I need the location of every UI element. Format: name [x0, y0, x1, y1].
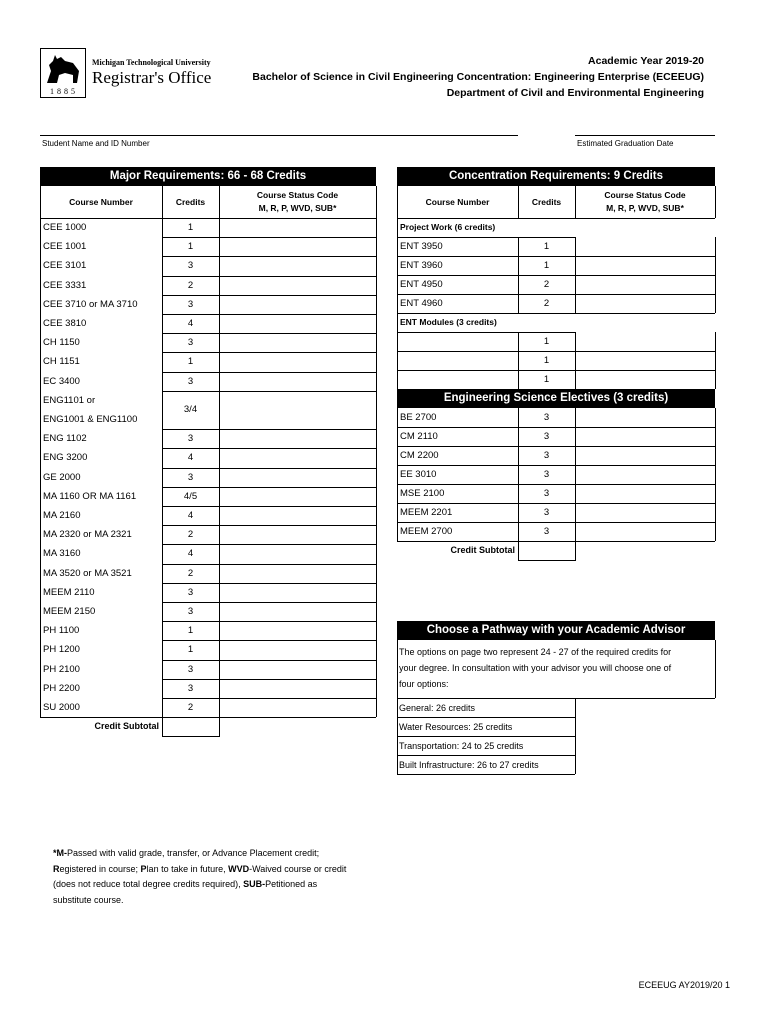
status-code-field[interactable]	[220, 469, 376, 487]
pathway-option: Transportation: 24 to 25 credits	[399, 741, 524, 751]
status-code-field[interactable]	[220, 392, 376, 429]
course-number: PH 1200	[43, 644, 80, 656]
course-credits: 4	[187, 452, 194, 464]
status-code-field[interactable]	[576, 371, 715, 389]
status-code-field[interactable]	[576, 485, 715, 503]
course-credits: 2	[187, 279, 194, 291]
table-rule	[575, 503, 576, 522]
project-work-heading: Project Work (6 credits)	[400, 222, 496, 232]
status-code-field[interactable]	[576, 295, 715, 313]
status-code-field[interactable]	[220, 296, 376, 314]
course-credits: 3	[187, 471, 194, 483]
status-code-field[interactable]	[220, 449, 376, 467]
table-rule	[518, 522, 519, 541]
table-rule	[575, 446, 576, 465]
university-name: Michigan Technological University	[92, 58, 211, 67]
status-code-field[interactable]	[576, 352, 715, 370]
table-rule	[575, 465, 576, 484]
status-code-field[interactable]	[576, 257, 715, 275]
course-credits: 2	[187, 702, 194, 713]
course-credits: 3	[543, 488, 550, 499]
course-number: SU 2000	[43, 702, 80, 713]
course-number: ENG 1102	[43, 433, 87, 445]
course-credits: 3	[543, 507, 550, 518]
status-code-field[interactable]	[220, 353, 376, 371]
course-credits: 3	[543, 469, 550, 480]
course-credits: 3/4	[183, 403, 198, 415]
course-number: ENT 4960	[400, 298, 443, 309]
status-code-field[interactable]	[220, 277, 376, 295]
table-rule	[397, 332, 398, 351]
academic-year: Academic Year 2019-20	[588, 55, 704, 67]
col-header-credits: Credits	[175, 196, 206, 207]
status-code-field[interactable]	[220, 603, 376, 621]
table-rule	[518, 351, 519, 370]
course-credits: 2	[187, 567, 194, 579]
table-rule	[518, 256, 519, 275]
status-code-field[interactable]	[220, 507, 376, 525]
table-rule	[518, 408, 519, 427]
table-rule	[40, 218, 41, 717]
table-rule	[575, 275, 576, 294]
course-credits: 3	[543, 526, 550, 537]
table-rule	[575, 351, 576, 370]
table-rule	[397, 446, 398, 465]
course-number: MEEM 2110	[43, 586, 95, 598]
table-rule	[219, 186, 220, 218]
table-rule	[715, 503, 716, 522]
table-rule	[162, 218, 163, 737]
table-rule	[715, 275, 716, 294]
course-credits: 1	[187, 356, 194, 368]
module-course-field[interactable]	[400, 351, 517, 370]
course-number: CH 1151	[43, 356, 80, 368]
m-code: *M-	[53, 848, 67, 858]
course-number: PH 1100	[43, 625, 80, 637]
course-credits: 2	[543, 298, 550, 309]
table-rule	[575, 370, 576, 389]
pathway-intro-line: your degree. In consultation with your advisor you will choose one of	[399, 663, 672, 673]
status-code-footnote	[53, 846, 353, 908]
sub-text: Petitioned as substitute course.	[53, 879, 318, 905]
table-rule	[397, 275, 398, 294]
table-rule	[518, 237, 519, 256]
course-number: EC 3400	[43, 375, 80, 387]
table-rule	[518, 446, 519, 465]
course-number: PH 2200	[43, 682, 80, 694]
table-rule	[397, 218, 398, 237]
course-number: ENT 4950	[400, 279, 443, 290]
status-code-field[interactable]	[576, 276, 715, 294]
status-code-field[interactable]	[220, 565, 376, 583]
course-number: MEEM 2150	[43, 606, 96, 617]
course-number: CH 1150	[43, 337, 80, 349]
course-number: MEEM 2700	[400, 526, 453, 537]
course-credits: 3	[187, 606, 194, 617]
ent-modules-heading: ENT Modules (3 credits)	[400, 317, 497, 327]
course-number: PH 2100	[43, 663, 80, 675]
m-text: Passed with valid grade, transfer, or Advance Placement credit;	[67, 848, 320, 858]
course-number: MA 3520 or MA 3521	[43, 567, 132, 579]
module-course-field[interactable]	[400, 370, 517, 389]
sub-code: SUB-	[243, 879, 266, 889]
pathway-title: Choose a Pathway with your Academic Advisor	[397, 621, 715, 640]
credit-subtotal-field[interactable]	[519, 541, 575, 560]
course-number: ENG 3200	[43, 452, 88, 464]
table-rule	[518, 503, 519, 522]
table-rule	[397, 698, 398, 774]
table-rule	[397, 774, 575, 775]
table-rule	[575, 541, 576, 560]
col-header-credits: Credits	[531, 196, 562, 207]
status-code-field[interactable]	[576, 409, 715, 427]
status-code-field[interactable]	[576, 238, 715, 256]
status-code-field[interactable]	[220, 680, 376, 698]
module-course-field[interactable]	[400, 332, 517, 351]
course-number: CEE 3331	[43, 279, 87, 291]
course-credits: 1	[543, 355, 550, 366]
course-credits: 1	[187, 625, 194, 637]
course-number: CEE 1000	[43, 222, 87, 233]
table-rule	[518, 370, 519, 389]
table-rule	[715, 640, 716, 698]
office-name: Registrar's Office	[92, 68, 212, 87]
course-credits: 3	[543, 412, 550, 423]
table-rule	[575, 256, 576, 275]
status-code-field[interactable]	[576, 504, 715, 522]
degree-title: Bachelor of Science in Civil Engineering Concentration: Engineering Enterprise (ECEEUG)	[252, 71, 704, 83]
status-code-field[interactable]	[220, 373, 376, 391]
table-rule	[575, 294, 576, 313]
table-rule	[518, 275, 519, 294]
course-credits: 3	[187, 663, 194, 675]
p-text: lan to take in future,	[146, 863, 229, 874]
course-number: MA 1160 OR MA 1161	[43, 490, 137, 502]
page-footer: ECEEUG AY2019/20 1	[638, 980, 730, 990]
table-rule	[397, 503, 398, 522]
course-credits: 3	[187, 586, 194, 598]
table-rule	[162, 186, 163, 218]
credit-subtotal-label: Credit Subtotal	[94, 721, 159, 732]
registrar-logo	[40, 48, 236, 98]
concentration-table-title: Concentration Requirements: 9 Credits	[397, 167, 715, 186]
course-credits: 1	[543, 336, 550, 347]
status-code-field[interactable]	[220, 699, 376, 717]
course-number: CEE 3710 or MA 3710	[43, 298, 138, 310]
table-rule	[397, 370, 398, 389]
course-number: MA 2320 or MA 2321	[43, 529, 132, 541]
electives-title: Engineering Science Electives (3 credits)	[397, 389, 715, 408]
status-code-field[interactable]	[576, 523, 715, 541]
table-rule	[715, 237, 716, 256]
table-rule	[40, 186, 41, 218]
table-rule	[575, 332, 576, 351]
status-code-field[interactable]	[220, 488, 376, 506]
course-number: CEE 3101	[43, 260, 87, 272]
course-number: MEEM 2201	[400, 507, 453, 518]
course-credits: 3	[187, 260, 194, 272]
status-code-field[interactable]	[220, 334, 376, 352]
col-header-status	[219, 186, 376, 218]
student-name-label: Student Name and ID Number	[42, 139, 150, 148]
course-credits: 1	[187, 644, 194, 656]
course-credits: 3	[187, 375, 194, 387]
course-number: CM 2200	[400, 450, 439, 461]
table-rule	[162, 736, 220, 737]
course-number: ENG1001 & ENG1100	[43, 414, 138, 425]
table-rule	[715, 351, 716, 370]
course-number: CM 2110	[400, 431, 438, 442]
status-code-field[interactable]	[220, 661, 376, 679]
course-number: EE 3010	[400, 469, 437, 480]
table-rule	[518, 465, 519, 484]
table-rule	[518, 484, 519, 503]
table-rule	[397, 351, 398, 370]
table-rule	[376, 218, 377, 717]
course-credits: 2	[543, 279, 550, 290]
status-header-line: M, R, P, WVD, SUB*	[606, 203, 684, 213]
student-name-line[interactable]	[40, 135, 518, 136]
course-credits: 1	[187, 222, 194, 233]
major-table-title: Major Requirements: 66 - 68 Credits	[40, 167, 376, 186]
col-header-course: Course Number	[425, 196, 490, 207]
status-header-line: Course Status Code	[256, 190, 339, 200]
wvd-code: WVD	[228, 863, 250, 874]
course-number: CEE 1001	[43, 241, 87, 253]
table-rule	[397, 237, 398, 256]
course-credits: 4/5	[183, 490, 198, 502]
course-credits: 3	[187, 433, 194, 445]
table-rule	[219, 218, 220, 737]
course-credits: 3	[543, 431, 550, 442]
table-rule	[376, 186, 377, 218]
table-rule	[575, 698, 576, 774]
table-rule	[397, 408, 398, 427]
course-credits: 2	[187, 529, 194, 541]
table-rule	[715, 446, 716, 465]
table-rule	[715, 370, 716, 389]
status-code-field[interactable]	[220, 238, 376, 256]
course-credits: 4	[187, 318, 194, 329]
table-rule	[397, 640, 398, 698]
status-code-field[interactable]	[576, 447, 715, 465]
course-credits: 1	[187, 241, 194, 253]
status-header-line: M, R, P, WVD, SUB*	[258, 203, 337, 213]
course-number: ENT 3950	[400, 241, 443, 252]
logo-year: 1885	[50, 87, 78, 96]
table-rule	[397, 313, 398, 332]
table-rule	[397, 256, 398, 275]
course-number: BE 2700	[400, 412, 437, 423]
table-rule	[575, 427, 576, 446]
table-rule	[518, 332, 519, 351]
table-rule	[715, 484, 716, 503]
course-number: GE 2000	[43, 471, 81, 483]
status-code-field[interactable]	[576, 333, 715, 351]
department-name: Department of Civil and Environmental Engineering	[446, 87, 704, 99]
status-header-line: Course Status Code	[604, 190, 686, 200]
course-number: MA 2160	[43, 510, 81, 521]
table-rule	[397, 186, 398, 218]
table-rule	[518, 186, 519, 218]
status-code-field[interactable]	[220, 545, 376, 563]
table-rule	[715, 522, 716, 541]
pathway-option: General: 26 credits	[399, 703, 476, 713]
table-rule	[715, 332, 716, 351]
table-rule	[397, 427, 398, 446]
course-number: MA 3160	[43, 548, 81, 560]
table-rule	[397, 522, 398, 541]
course-number: ENG1101 or	[43, 394, 96, 406]
pathway-option: Built Infrastructure: 26 to 27 credits	[399, 760, 539, 770]
course-credits: 3	[187, 682, 194, 694]
table-rule	[715, 408, 716, 427]
status-code-field[interactable]	[220, 219, 376, 237]
table-rule	[397, 465, 398, 484]
course-credits: 1	[543, 241, 550, 252]
course-credits: 1	[543, 374, 550, 385]
table-rule	[715, 427, 716, 446]
col-header-course: Course Number	[69, 196, 133, 207]
table-rule	[397, 294, 398, 313]
table-rule	[575, 484, 576, 503]
husky-logo-icon	[40, 48, 86, 98]
status-code-field[interactable]	[220, 526, 376, 544]
document-header	[252, 53, 704, 101]
table-rule	[575, 237, 576, 256]
course-credits: 3	[543, 450, 550, 461]
table-rule	[715, 186, 716, 218]
table-rule	[518, 541, 519, 560]
course-number: MSE 2100	[400, 488, 445, 499]
status-code-field[interactable]	[576, 428, 715, 446]
table-rule	[715, 294, 716, 313]
table-rule	[518, 560, 576, 561]
status-code-field[interactable]	[220, 584, 376, 602]
table-rule	[518, 294, 519, 313]
r-text: egistered in course;	[59, 863, 141, 874]
pathway-intro-line: The options on page two represent 24 - 27 of the required credits for	[399, 647, 672, 657]
table-rule	[575, 522, 576, 541]
status-code-field[interactable]	[220, 430, 376, 448]
status-code-field[interactable]	[220, 257, 376, 275]
table-rule	[715, 465, 716, 484]
status-code-field[interactable]	[220, 622, 376, 640]
col-header-status	[575, 186, 715, 218]
graduation-date-line[interactable]	[575, 135, 715, 136]
graduation-date-label: Estimated Graduation Date	[577, 139, 674, 148]
course-credits: 3	[187, 298, 194, 310]
status-code-field[interactable]	[220, 641, 376, 659]
course-number: CEE 3810	[43, 318, 87, 329]
table-rule	[575, 186, 576, 218]
status-code-field[interactable]	[576, 466, 715, 484]
p-code: P	[140, 863, 147, 874]
wvd-text: -Waived course or credit (does not reduce total degree credits required),	[53, 863, 347, 889]
course-number: ENT 3960	[400, 260, 443, 271]
course-credits: 4	[187, 548, 194, 560]
pathway-intro-line: four options:	[399, 679, 449, 689]
table-rule	[397, 484, 398, 503]
credit-subtotal-label: Credit Subtotal	[450, 545, 515, 555]
table-rule	[715, 256, 716, 275]
course-credits: 3	[187, 337, 194, 349]
course-credits: 4	[187, 510, 194, 521]
credit-subtotal-field[interactable]	[163, 717, 219, 736]
r-code: R	[53, 863, 60, 874]
table-rule	[518, 427, 519, 446]
status-code-field[interactable]	[220, 315, 376, 333]
table-rule	[575, 408, 576, 427]
course-credits: 1	[543, 260, 550, 271]
pathway-option: Water Resources: 25 credits	[399, 722, 513, 732]
